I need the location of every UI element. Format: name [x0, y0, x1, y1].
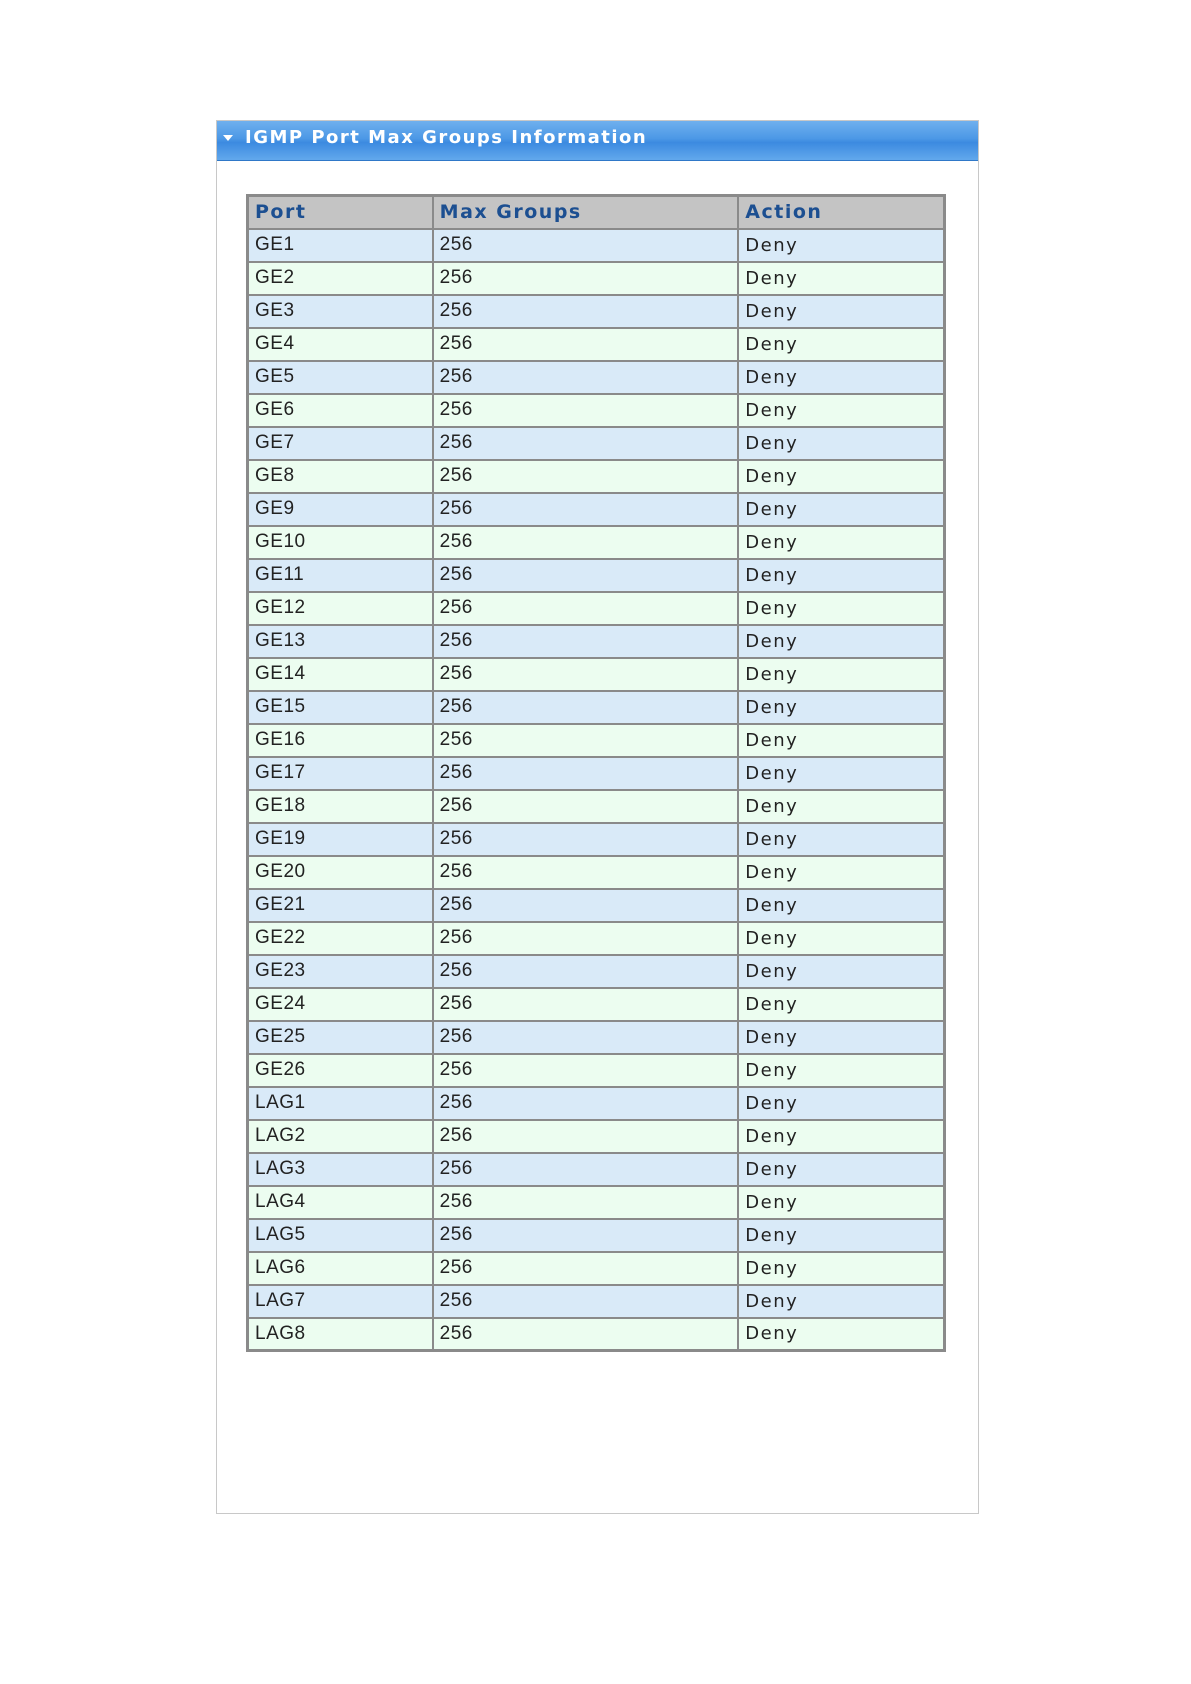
- table-row: [248, 1120, 945, 1153]
- action-cell: Deny: [738, 361, 944, 394]
- max-groups-cell: 256: [433, 724, 739, 757]
- port-cell: GE12: [248, 592, 433, 625]
- action-cell: Deny: [738, 493, 944, 526]
- action-cell: Deny: [738, 691, 944, 724]
- max-groups-cell: 256: [433, 328, 739, 361]
- table-row: [248, 295, 945, 328]
- igmp-port-max-groups-panel: [216, 120, 979, 1514]
- max-groups-cell: 256: [433, 790, 739, 823]
- port-cell: GE16: [248, 724, 433, 757]
- action-cell: Deny: [738, 922, 944, 955]
- port-cell: GE13: [248, 625, 433, 658]
- port-cell: GE22: [248, 922, 433, 955]
- table-row: [248, 1252, 945, 1285]
- table-row: [248, 592, 945, 625]
- max-groups-cell: 256: [433, 625, 739, 658]
- max-groups-cell: 256: [433, 1120, 739, 1153]
- max-groups-cell: 256: [433, 493, 739, 526]
- max-groups-cell: 256: [433, 394, 739, 427]
- action-cell: Deny: [738, 1252, 944, 1285]
- action-cell: Deny: [738, 394, 944, 427]
- action-cell: Deny: [738, 955, 944, 988]
- table-row: [248, 328, 945, 361]
- action-cell: Deny: [738, 856, 944, 889]
- column-header-action: Action: [738, 196, 944, 229]
- table-row: [248, 1219, 945, 1252]
- max-groups-cell: 256: [433, 856, 739, 889]
- table-row: [248, 1054, 945, 1087]
- table-row: [248, 955, 945, 988]
- table-row: [248, 790, 945, 823]
- table-row: [248, 1285, 945, 1318]
- port-cell: LAG1: [248, 1087, 433, 1120]
- max-groups-cell: 256: [433, 427, 739, 460]
- port-cell: GE10: [248, 526, 433, 559]
- port-cell: GE7: [248, 427, 433, 460]
- max-groups-cell: 256: [433, 922, 739, 955]
- table-row: [248, 559, 945, 592]
- action-cell: Deny: [738, 328, 944, 361]
- max-groups-cell: 256: [433, 262, 739, 295]
- table-row: [248, 1186, 945, 1219]
- action-cell: Deny: [738, 889, 944, 922]
- port-cell: LAG4: [248, 1186, 433, 1219]
- port-cell: GE19: [248, 823, 433, 856]
- action-cell: Deny: [738, 1153, 944, 1186]
- max-groups-cell: 256: [433, 823, 739, 856]
- port-cell: GE11: [248, 559, 433, 592]
- panel-header[interactable]: [217, 121, 978, 161]
- max-groups-cell: 256: [433, 1087, 739, 1120]
- action-cell: Deny: [738, 229, 944, 262]
- port-cell: GE1: [248, 229, 433, 262]
- action-cell: Deny: [738, 988, 944, 1021]
- max-groups-cell: 256: [433, 1054, 739, 1087]
- action-cell: Deny: [738, 790, 944, 823]
- port-cell: GE25: [248, 1021, 433, 1054]
- port-cell: GE14: [248, 658, 433, 691]
- table-row: [248, 427, 945, 460]
- port-cell: GE24: [248, 988, 433, 1021]
- table-row: [248, 823, 945, 856]
- max-groups-cell: 256: [433, 955, 739, 988]
- action-cell: Deny: [738, 757, 944, 790]
- action-cell: Deny: [738, 1318, 944, 1351]
- table-row: [248, 493, 945, 526]
- port-max-groups-table: [246, 194, 946, 1352]
- port-cell: GE23: [248, 955, 433, 988]
- port-cell: GE3: [248, 295, 433, 328]
- action-cell: Deny: [738, 658, 944, 691]
- port-cell: GE9: [248, 493, 433, 526]
- action-cell: Deny: [738, 724, 944, 757]
- port-cell: LAG8: [248, 1318, 433, 1351]
- table-row: [248, 988, 945, 1021]
- port-cell: LAG7: [248, 1285, 433, 1318]
- table-row: [248, 1087, 945, 1120]
- collapse-caret-icon[interactable]: [223, 135, 233, 141]
- max-groups-cell: 256: [433, 1318, 739, 1351]
- max-groups-cell: 256: [433, 592, 739, 625]
- action-cell: Deny: [738, 427, 944, 460]
- table-row: [248, 889, 945, 922]
- action-cell: Deny: [738, 1021, 944, 1054]
- port-cell: GE21: [248, 889, 433, 922]
- port-cell: GE20: [248, 856, 433, 889]
- action-cell: Deny: [738, 823, 944, 856]
- max-groups-cell: 256: [433, 526, 739, 559]
- port-cell: GE18: [248, 790, 433, 823]
- table-row: [248, 757, 945, 790]
- column-header-port: Port: [248, 196, 433, 229]
- table-row: [248, 724, 945, 757]
- port-cell: LAG6: [248, 1252, 433, 1285]
- max-groups-cell: 256: [433, 361, 739, 394]
- port-cell: GE8: [248, 460, 433, 493]
- port-cell: GE26: [248, 1054, 433, 1087]
- max-groups-cell: 256: [433, 1021, 739, 1054]
- max-groups-cell: 256: [433, 460, 739, 493]
- table-row: [248, 691, 945, 724]
- table-row: [248, 856, 945, 889]
- action-cell: Deny: [738, 262, 944, 295]
- port-cell: LAG2: [248, 1120, 433, 1153]
- action-cell: Deny: [738, 625, 944, 658]
- max-groups-cell: 256: [433, 658, 739, 691]
- table-row: [248, 460, 945, 493]
- action-cell: Deny: [738, 1054, 944, 1087]
- max-groups-cell: 256: [433, 1285, 739, 1318]
- max-groups-cell: 256: [433, 1153, 739, 1186]
- action-cell: Deny: [738, 526, 944, 559]
- action-cell: Deny: [738, 592, 944, 625]
- max-groups-cell: 256: [433, 1186, 739, 1219]
- port-cell: GE15: [248, 691, 433, 724]
- table-row: [248, 922, 945, 955]
- table-row: [248, 1153, 945, 1186]
- table-header-row: [248, 196, 945, 229]
- port-cell: LAG3: [248, 1153, 433, 1186]
- table-row: [248, 526, 945, 559]
- table-row: [248, 229, 945, 262]
- action-cell: Deny: [738, 1285, 944, 1318]
- table-row: [248, 394, 945, 427]
- port-cell: LAG5: [248, 1219, 433, 1252]
- table-row: [248, 262, 945, 295]
- max-groups-cell: 256: [433, 757, 739, 790]
- panel-title: IGMP Port Max Groups Information: [245, 127, 648, 148]
- action-cell: Deny: [738, 559, 944, 592]
- max-groups-cell: 256: [433, 1252, 739, 1285]
- table-row: [248, 361, 945, 394]
- action-cell: Deny: [738, 1120, 944, 1153]
- port-cell: GE2: [248, 262, 433, 295]
- max-groups-cell: 256: [433, 559, 739, 592]
- port-cell: GE6: [248, 394, 433, 427]
- action-cell: Deny: [738, 1186, 944, 1219]
- table-row: [248, 1021, 945, 1054]
- column-header-max-groups: Max Groups: [433, 196, 739, 229]
- action-cell: Deny: [738, 295, 944, 328]
- max-groups-cell: 256: [433, 988, 739, 1021]
- port-cell: GE4: [248, 328, 433, 361]
- max-groups-cell: 256: [433, 295, 739, 328]
- table-row: [248, 625, 945, 658]
- table-body: [248, 229, 945, 1351]
- action-cell: Deny: [738, 1219, 944, 1252]
- table-row: [248, 658, 945, 691]
- max-groups-cell: 256: [433, 889, 739, 922]
- action-cell: Deny: [738, 1087, 944, 1120]
- max-groups-cell: 256: [433, 229, 739, 262]
- max-groups-cell: 256: [433, 1219, 739, 1252]
- max-groups-cell: 256: [433, 691, 739, 724]
- action-cell: Deny: [738, 460, 944, 493]
- port-cell: GE17: [248, 757, 433, 790]
- table-row: [248, 1318, 945, 1351]
- port-cell: GE5: [248, 361, 433, 394]
